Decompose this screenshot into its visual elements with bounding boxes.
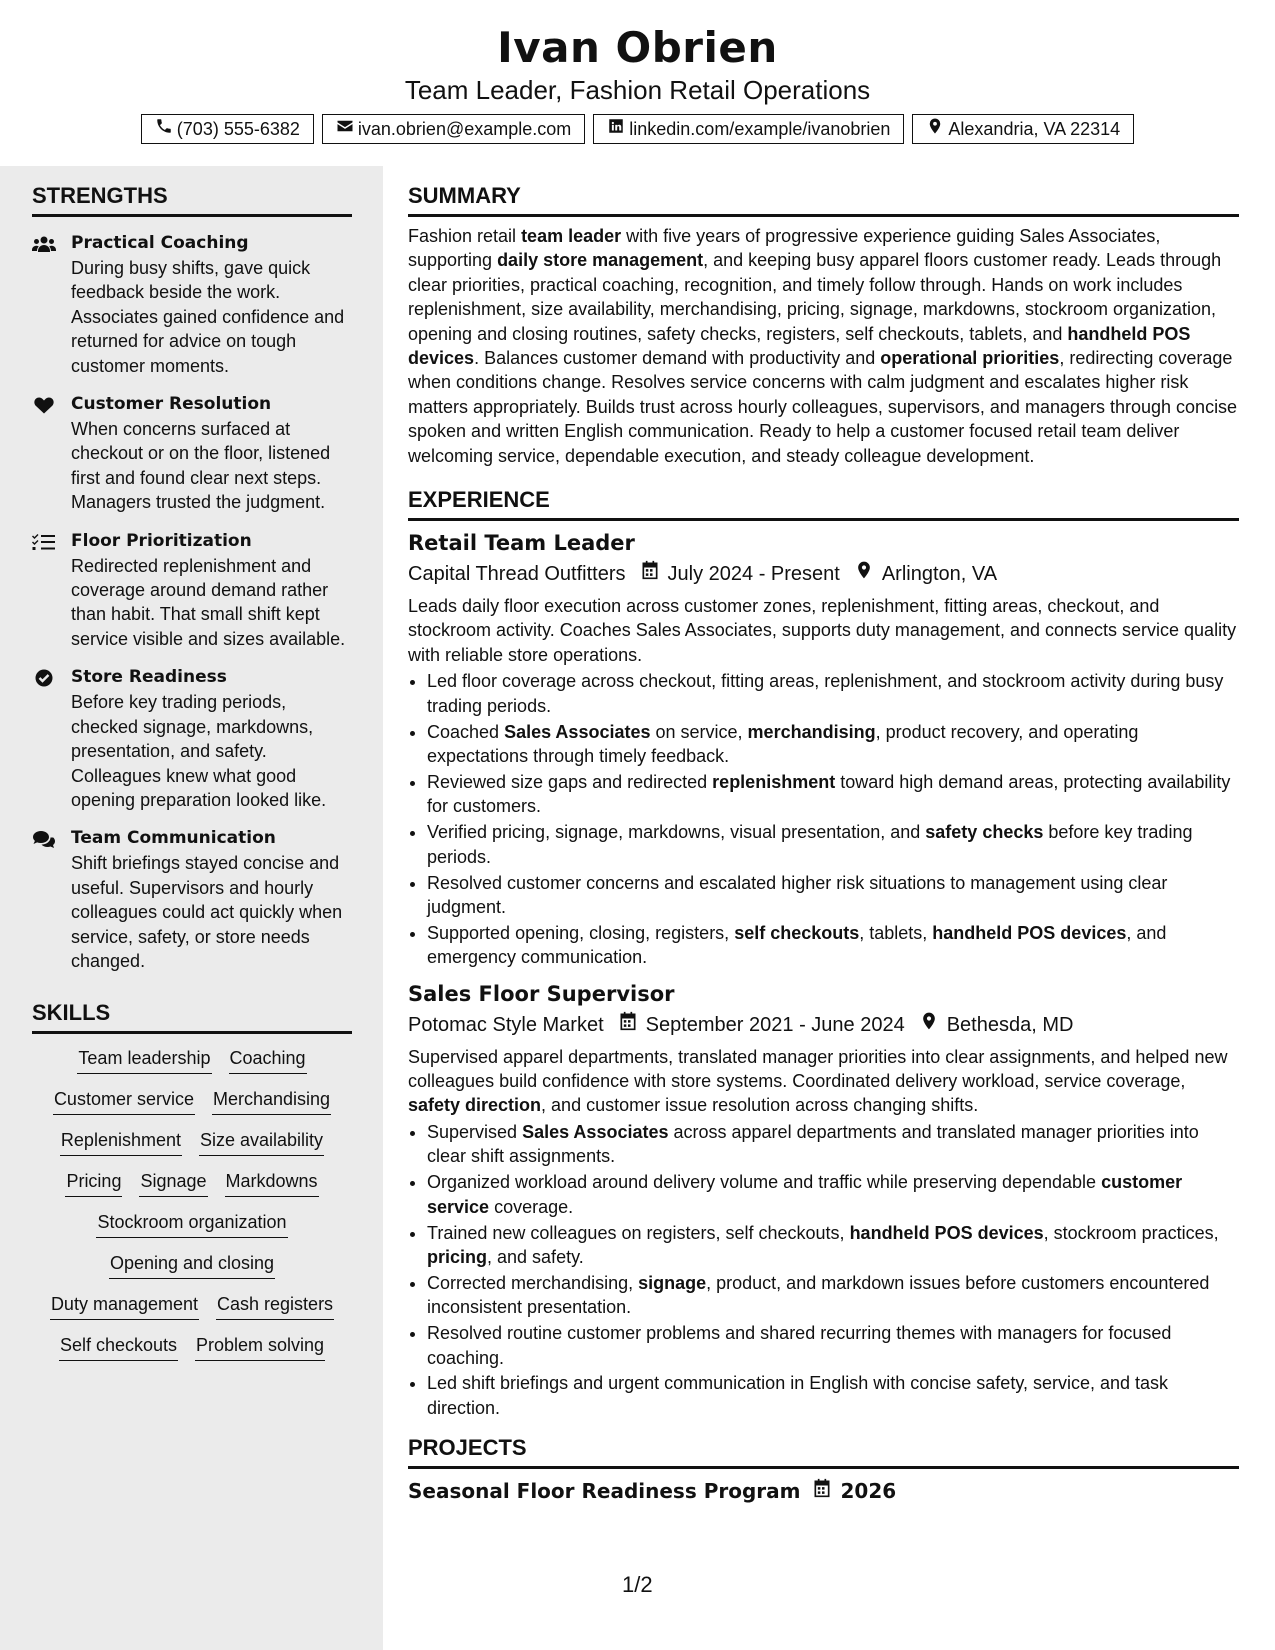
- job-bullets: [408, 669, 1239, 969]
- text-run: Corrected merchandising,: [427, 1272, 639, 1293]
- bullet-item: [427, 669, 1239, 718]
- skill-tag: Coaching: [229, 1046, 307, 1074]
- skill-row: [32, 1333, 352, 1361]
- bold-keyword: handheld POS devices: [849, 1222, 1044, 1243]
- location-icon: [905, 1011, 947, 1039]
- strength-item: [32, 826, 352, 973]
- contact-linkedin[interactable]: [593, 114, 904, 144]
- text-run: Coached: [427, 721, 505, 742]
- bullet-item: [427, 921, 1239, 970]
- skill-tag: Pricing: [65, 1169, 122, 1197]
- skill-tag: Merchandising: [212, 1087, 331, 1115]
- skill-tag: Customer service: [53, 1087, 195, 1115]
- job-title: Sales Floor Supervisor: [408, 981, 675, 1006]
- text-run: toward high demand areas, protecting availability for customers.: [427, 771, 1231, 817]
- bold-keyword: operational priorities: [880, 348, 1060, 369]
- skill-tag: Markdowns: [225, 1169, 319, 1197]
- text-run: , and customer issue resolution across changing shifts.: [541, 1095, 979, 1116]
- candidate-name: Ivan Obrien: [497, 23, 778, 72]
- skill-row: [32, 1292, 352, 1320]
- contact-linkedin-text: linkedin.com/example/ivanobrien: [629, 119, 891, 139]
- text-run: Resolved routine customer problems and shared recurring themes with managers for focused coaching.: [427, 1323, 1172, 1368]
- projects-heading: PROJECTS: [408, 1434, 1239, 1469]
- bullet-item: [427, 871, 1239, 920]
- project-entry: [408, 1477, 1239, 1505]
- strength-name: Customer Resolution: [71, 394, 272, 415]
- skill-tag: Replenishment: [60, 1128, 182, 1156]
- skill-tag: Signage: [139, 1169, 207, 1197]
- skill-row: [32, 1128, 352, 1156]
- skill-tag: Duty management: [50, 1292, 199, 1320]
- email-icon: [336, 115, 354, 143]
- strength-desc: When concerns surfaced at checkout or on the floor, listened first and found clear next steps. Managers trusted the judgment.: [71, 419, 331, 513]
- contact-location[interactable]: [912, 114, 1134, 144]
- skills-list: [32, 1046, 352, 1361]
- check-circle-icon: [32, 669, 56, 687]
- bold-keyword: Sales Associates: [504, 721, 651, 742]
- bold-keyword: pricing: [427, 1246, 488, 1267]
- text-run: Organized workload around delivery volume and traffic while preserving dependable: [427, 1172, 1102, 1193]
- bullet-item: [427, 720, 1239, 769]
- bold-keyword: merchandising: [747, 721, 876, 742]
- calendar-icon: [800, 1477, 840, 1505]
- text-run: , and keeping busy apparel floors customer ready. Leads through clear priorities, practical coaching, recognition, and timely follow through. Hands on work includes replenishment, size availability, merchandising, pricing, signage, markdowns, stockroom organization, opening and closing routines, safety checks, registers, self checkouts, tablets, and: [408, 250, 1222, 344]
- skill-row: [32, 1169, 352, 1197]
- bold-keyword: self checkouts: [734, 922, 860, 943]
- text-run: , stockroom practices,: [1043, 1222, 1219, 1243]
- phone-icon: [155, 115, 173, 143]
- contact-bar: [0, 114, 1275, 144]
- text-run: Resolved customer concerns and escalated higher risk situations to management using clear judgment.: [427, 872, 1168, 917]
- strength-item: [32, 231, 352, 378]
- text-run: , and safety.: [487, 1246, 584, 1267]
- bold-keyword: handheld POS devices: [408, 323, 1191, 369]
- strength-desc: Redirected replenishment and coverage around demand rather than habit. That small shift kept service visible and sizes available.: [71, 555, 346, 649]
- job-entry: [408, 529, 1239, 970]
- project-title: Seasonal Floor Readiness Program: [408, 1479, 801, 1504]
- strength-desc: Shift briefings stayed concise and useful. Supervisors and hourly colleagues could act quickly when service, safety, or store needs changed.: [71, 853, 343, 971]
- skill-row: [32, 1046, 352, 1074]
- job-dates: July 2024 - Present: [667, 563, 840, 586]
- strength-desc: During busy shifts, gave quick feedback beside the work. Associates gained confidence and returned for advice on tough customer moments.: [71, 258, 345, 376]
- linkedin-icon: [607, 115, 625, 143]
- contact-phone[interactable]: [141, 114, 314, 144]
- skill-tag: Self checkouts: [59, 1333, 178, 1361]
- text-run: across apparel departments and translated manager priorities into clear shift assignments.: [427, 1121, 1199, 1167]
- skill-tag: Problem solving: [195, 1333, 325, 1361]
- strength-name: Team Communication: [71, 828, 276, 849]
- page-number: 1/2: [622, 1572, 653, 1597]
- users-icon: [32, 235, 56, 253]
- job-description: [408, 1045, 1239, 1118]
- location-icon: [840, 560, 882, 588]
- text-run: Supervised: [427, 1121, 523, 1142]
- main-content: [408, 182, 1239, 1505]
- strength-name: Floor Prioritization: [71, 530, 252, 551]
- job-location: Arlington, VA: [881, 563, 998, 586]
- strength-name: Practical Coaching: [71, 233, 249, 253]
- bullet-item: [427, 1321, 1239, 1370]
- skill-tag: Opening and closing: [109, 1251, 275, 1279]
- bold-keyword: team leader: [521, 226, 622, 246]
- text-run: Trained new colleagues on registers, self checkouts,: [427, 1222, 850, 1243]
- text-run: Led floor coverage across checkout, fitting areas, replenishment, and stockroom activity during busy trading periods.: [427, 671, 1224, 716]
- strength-desc: Before key trading periods, checked signage, markdowns, presentation, and safety. Colleagues knew what good opening preparation looked like.: [71, 692, 327, 810]
- summary-text: [408, 224, 1239, 468]
- bold-keyword: safety checks: [925, 822, 1044, 843]
- text-run: coverage.: [489, 1196, 574, 1217]
- text-run: , redirecting coverage when conditions change. Resolves service concerns with calm judgment and escalates higher risk matters appropriately. Builds trust across hourly colleagues, supervisors, and managers through concise spoken and written English communication. Ready to help a customer focused retail team deliver welcoming service, dependable execution, and steady colleague development.: [408, 348, 1238, 466]
- bold-keyword: safety direction: [408, 1095, 542, 1116]
- location-icon: [926, 115, 944, 143]
- candidate-title: Team Leader, Fashion Retail Operations: [404, 75, 871, 105]
- bullet-item: [427, 820, 1239, 869]
- contact-email[interactable]: [322, 114, 585, 144]
- job-dates: September 2021 - June 2024: [645, 1013, 905, 1036]
- bold-keyword: replenishment: [712, 771, 836, 792]
- bullet-item: [427, 1371, 1239, 1420]
- text-run: before key trading periods.: [427, 822, 1193, 867]
- calendar-icon: [626, 560, 668, 588]
- bold-keyword: Sales Associates: [522, 1121, 669, 1142]
- contact-email-text: ivan.obrien@example.com: [357, 119, 572, 139]
- job-meta: [408, 1011, 1239, 1039]
- calendar-icon: [604, 1011, 646, 1039]
- strength-item: [32, 392, 352, 515]
- summary-heading: SUMMARY: [408, 182, 1239, 217]
- skill-row: [32, 1251, 352, 1279]
- job-description: Leads daily floor execution across customer zones, replenishment, fitting areas, checkout, and stockroom activity. Coaches Sales Associates, supports duty management, and connects service quality with reliable store operations.: [408, 596, 1237, 665]
- text-run: Led shift briefings and urgent communication in English with concise safety, service, and task direction.: [427, 1373, 1169, 1418]
- strength-name: Store Readiness: [71, 667, 227, 688]
- job-company: Potomac Style Market: [408, 1013, 604, 1036]
- text-run: Fashion retail: [408, 226, 522, 246]
- text-run: Reviewed size gaps and redirected: [427, 771, 713, 792]
- bullet-item: [427, 1271, 1239, 1320]
- skill-tag: Team leadership: [77, 1046, 211, 1074]
- skill-tag: Stockroom organization: [96, 1210, 287, 1238]
- checklist-icon: [32, 533, 56, 551]
- job-title: Retail Team Leader: [408, 531, 635, 556]
- contact-location-text: Alexandria, VA 22314: [948, 119, 1121, 139]
- bold-keyword: daily store management: [497, 250, 704, 271]
- strengths-heading: STRENGTHS: [32, 182, 352, 217]
- bold-keyword: signage: [638, 1272, 707, 1293]
- text-run: , tablets,: [859, 922, 933, 943]
- text-run: Supervised apparel departments, translated manager priorities into clear assignments, and helped new colleagues build confidence with store systems. Coordinated delivery workload, service coverage,: [408, 1046, 1228, 1092]
- text-run: , product recovery, and operating expectations through timely feedback.: [427, 721, 1139, 766]
- skill-row: [32, 1087, 352, 1115]
- heart-icon: [32, 396, 56, 414]
- skills-heading: SKILLS: [32, 999, 352, 1034]
- project-year: 2026: [840, 1479, 897, 1504]
- skill-tag: Size availability: [199, 1128, 324, 1156]
- strength-item: [32, 665, 352, 812]
- job-bullets: [408, 1120, 1239, 1420]
- bullet-item: [427, 1170, 1239, 1219]
- text-run: . Balances customer demand with productivity and: [474, 348, 881, 369]
- skill-tag: Cash registers: [216, 1292, 334, 1320]
- job-entry: [408, 980, 1239, 1421]
- resume-header: [0, 22, 1275, 144]
- text-run: with five years of progressive experience guiding Sales Associates, supporting: [408, 226, 1161, 271]
- experience-heading: EXPERIENCE: [408, 486, 1239, 521]
- contact-phone-text: (703) 555-6382: [176, 119, 300, 139]
- job-meta: [408, 560, 1239, 588]
- bullet-item: [427, 770, 1239, 819]
- text-run: Verified pricing, signage, markdowns, visual presentation, and: [427, 822, 926, 843]
- job-location: Bethesda, MD: [946, 1013, 1074, 1036]
- text-run: on service,: [650, 721, 748, 742]
- sidebar: [0, 166, 383, 1650]
- bold-keyword: handheld POS devices: [932, 922, 1127, 943]
- strength-item: [32, 529, 352, 652]
- skill-row: [32, 1210, 352, 1238]
- text-run: , product, and markdown issues before customers encountered inconsistent presentation.: [427, 1272, 1210, 1318]
- bold-keyword: customer service: [427, 1172, 1183, 1217]
- bullet-item: [427, 1221, 1239, 1270]
- text-run: Supported opening, closing, registers,: [427, 922, 735, 943]
- text-run: , and emergency communication.: [427, 922, 1167, 968]
- job-company: Capital Thread Outfitters: [408, 563, 626, 586]
- comments-icon: [32, 830, 56, 848]
- bullet-item: [427, 1120, 1239, 1169]
